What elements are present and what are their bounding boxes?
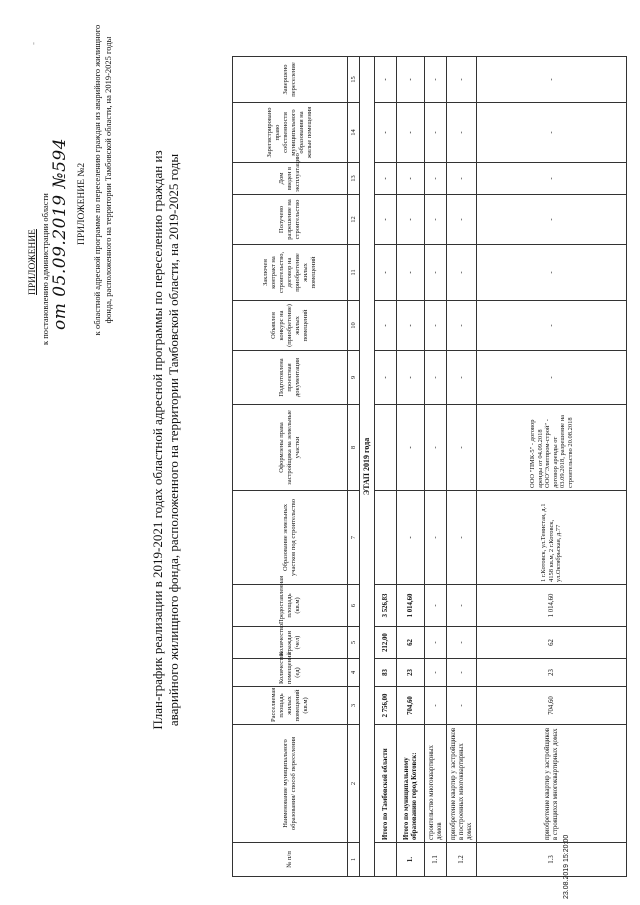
row-c13: - [447, 163, 477, 195]
row-c11: - [397, 245, 425, 301]
plan-table [232, 56, 627, 877]
col-number: 10 [348, 301, 360, 351]
row-c8: - [397, 405, 425, 491]
table-row [397, 57, 425, 877]
row-number: 1. [397, 843, 425, 877]
col-number: 8 [348, 405, 360, 491]
signature-date: от 05.09.2019 №594 [50, 137, 70, 330]
row-c9: - [375, 351, 397, 405]
col-number: 14 [348, 103, 360, 163]
row-name: Итого по муниципальному образованию город Котовск: [397, 725, 425, 843]
row-c8: - [425, 405, 447, 491]
row-provided: 1 014,60 [477, 585, 627, 627]
row-c15: - [425, 57, 447, 103]
col-header-14: Зарегистрировано право собственности муниципального образования на жилые помещения [233, 103, 348, 163]
row-area: 704,60 [477, 687, 627, 725]
row-c14: - [425, 103, 447, 163]
row-c11: - [425, 245, 447, 301]
row-c13: - [425, 163, 447, 195]
table-row [375, 57, 397, 877]
row-c12: - [447, 195, 477, 245]
row-number: 1.2 [447, 843, 477, 877]
row-c10: - [447, 301, 477, 351]
row-c11: - [375, 245, 397, 301]
appendix2-label: ПРИЛОЖЕНИЕ №2 [77, 162, 87, 245]
col-number: 15 [348, 57, 360, 103]
col-number: 2 [348, 725, 360, 843]
row-name: Итого по Тамбовской области [375, 725, 397, 843]
row-units: 83 [375, 659, 397, 687]
row-c11: - [447, 245, 477, 301]
header-row [233, 57, 348, 877]
page-title: План-график реализации в 2019-2021 годах областной адресной программы по переселению граждан из аварийного жилищного фонда, расположенного на территории Тамбовской области, на 2019-2025 годы [150, 150, 181, 730]
row-c8 [375, 405, 397, 491]
col-header-5: Количество граждан (чел) [233, 627, 348, 659]
row-c13: - [375, 163, 397, 195]
row-c7 [375, 491, 397, 585]
row-c9: - [477, 351, 627, 405]
col-number: 5 [348, 627, 360, 659]
row-c12: - [477, 195, 627, 245]
appendix2-text: к областной адресной программе по переселению граждан из аварийного жилищного фонда, расположенного на территории Тамбовской области, на 2019-2025 годы [92, 24, 113, 336]
col-header-11: Заключен контракт на строительство, договор на приобретение жилых помещений [233, 245, 348, 301]
row-name: строительство многоквартирных домов [425, 725, 447, 843]
row-c13: - [397, 163, 425, 195]
row-c10: - [397, 301, 425, 351]
stage-label: ЭТАП 2019 года [360, 57, 375, 877]
col-header-1: № п/п [233, 843, 348, 877]
row-c14: - [477, 103, 627, 163]
row-provided: - [425, 585, 447, 627]
row-c15: - [397, 57, 425, 103]
col-header-15: Завершено переселение [233, 57, 348, 103]
row-people: 62 [397, 627, 425, 659]
row-c7: 1 г.Котовск, ул.Тенистая, д.1 4158 кв.м, 2 г.Котовск, ул.Октябрьская, д.77 [477, 491, 627, 585]
col-number: 12 [348, 195, 360, 245]
row-c15: - [477, 57, 627, 103]
row-c7: - [447, 491, 477, 585]
col-number: 7 [348, 491, 360, 585]
column-number-row [348, 57, 360, 877]
table-row [447, 57, 477, 877]
row-area: 704,60 [397, 687, 425, 725]
row-provided: - [447, 585, 477, 627]
row-c14: - [375, 103, 397, 163]
col-header-13: Дом введен в эксплуатацию [233, 163, 348, 195]
row-provided: 1 014,60 [397, 585, 425, 627]
col-number: 9 [348, 351, 360, 405]
col-header-12: Получено разрешение на строительство [233, 195, 348, 245]
appendix-label: ПРИЛОЖЕНИЕ [28, 229, 38, 295]
col-header-10: Объявлен конкурс на (приобретение) жилых помещений [233, 301, 348, 351]
row-provided: 3 526,83 [375, 585, 397, 627]
col-number: 11 [348, 245, 360, 301]
col-header-7: Образование земельных участков под строительство [233, 491, 348, 585]
footer-date: 23.08.2019 15:20:00 [563, 834, 570, 899]
row-units: - [425, 659, 447, 687]
col-number: 13 [348, 163, 360, 195]
row-c11: - [477, 245, 627, 301]
col-header-6: Предоставленная площадь (кв.м) [233, 585, 348, 627]
row-number: 1.1 [425, 843, 447, 877]
row-c9: - [397, 351, 425, 405]
row-c10: - [375, 301, 397, 351]
row-people: - [425, 627, 447, 659]
row-units: 23 [477, 659, 627, 687]
row-c12: - [425, 195, 447, 245]
appendix-to: к постановлению администрации области [40, 193, 50, 345]
col-number: 3 [348, 687, 360, 725]
row-area: - [447, 687, 477, 725]
row-units: - [447, 659, 477, 687]
row-c8: - [447, 405, 477, 491]
row-c9: - [425, 351, 447, 405]
row-c14: - [447, 103, 477, 163]
row-people: 62 [477, 627, 627, 659]
row-c15: - [375, 57, 397, 103]
stage-row [360, 57, 375, 877]
col-header-9: Подготовлена проектная документация [233, 351, 348, 405]
col-number: 4 [348, 659, 360, 687]
row-c12: - [397, 195, 425, 245]
row-c8: ООО "ПМК-5" - договор аренды от 04.09.2018 ООО"Элитпром-строй" - договор аренды от 03.09.2018, разрешение на строительство 20.08.2018 [477, 405, 627, 491]
row-c14: - [397, 103, 425, 163]
row-people: 212,00 [375, 627, 397, 659]
col-number: 6 [348, 585, 360, 627]
corner-mark: - [28, 42, 38, 45]
col-header-8: Оформлены права застройщика на земельные участки [233, 405, 348, 491]
row-name: приобретение квартир у застройщиков в построенных многоквартирных домах [447, 725, 477, 843]
row-c10: - [477, 301, 627, 351]
row-c10: - [425, 301, 447, 351]
col-header-2: Наименование муниципального образования/ способ переселения [233, 725, 348, 843]
row-c15: - [447, 57, 477, 103]
row-c12: - [375, 195, 397, 245]
col-header-4: Количество помещений (ед) [233, 659, 348, 687]
row-number [375, 843, 397, 877]
col-header-3: Расселяемая площадь жилых помещений (кв.м) [233, 687, 348, 725]
col-number: 1 [348, 843, 360, 877]
row-area: - [425, 687, 447, 725]
row-c7: - [397, 491, 425, 585]
table-row [477, 57, 627, 877]
row-area: 2 756,00 [375, 687, 397, 725]
row-number: 1.3 [477, 843, 627, 877]
row-c13: - [477, 163, 627, 195]
row-name: приобретение квартир у застройщиков в строящихся многоквартирных домах [477, 725, 627, 843]
table-row [425, 57, 447, 877]
row-people: - [447, 627, 477, 659]
row-c9: - [447, 351, 477, 405]
row-c7: - [425, 491, 447, 585]
row-units: 23 [397, 659, 425, 687]
